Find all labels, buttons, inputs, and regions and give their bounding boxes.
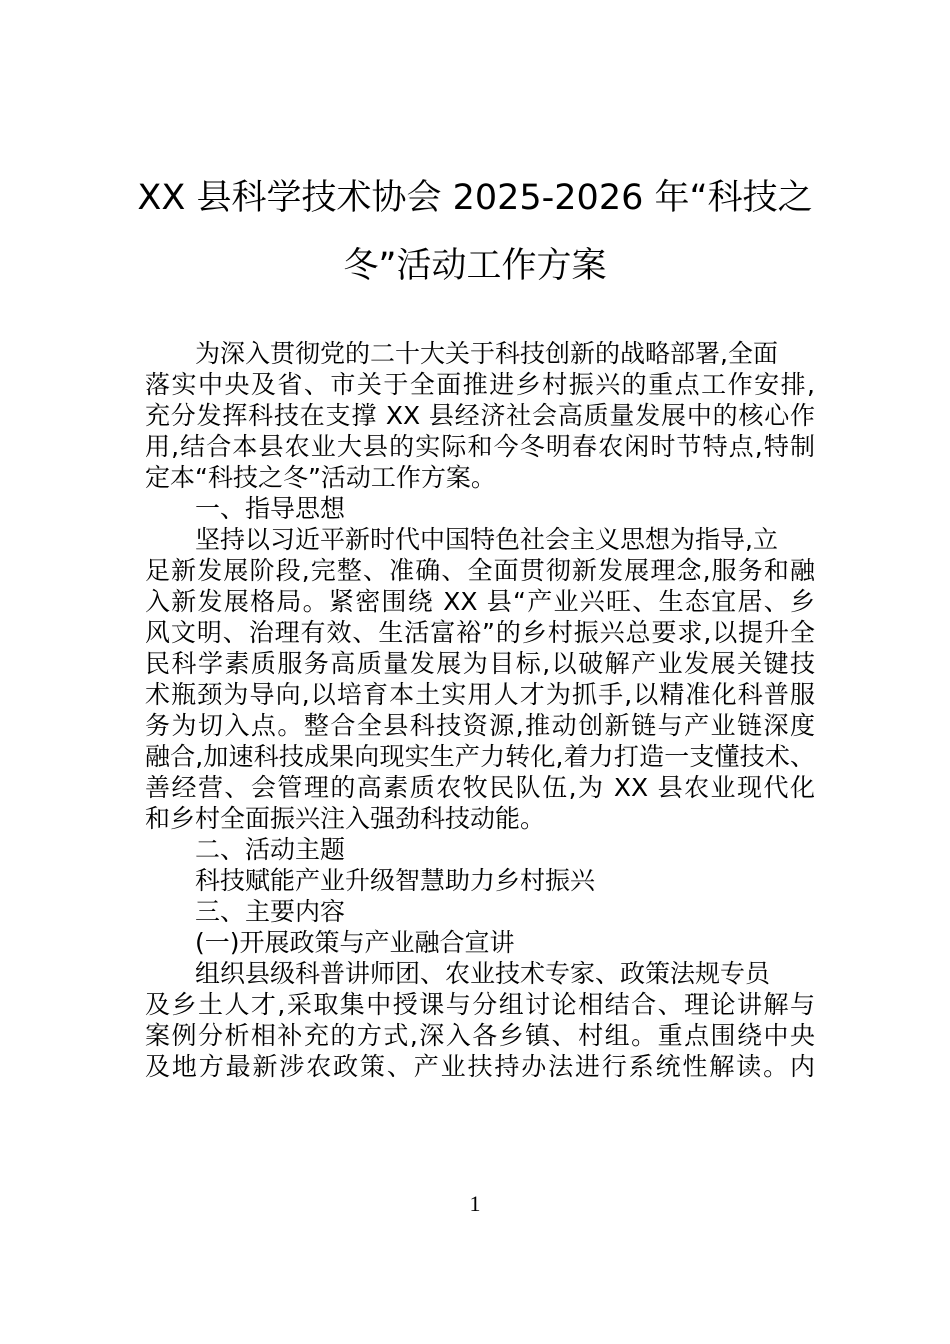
paragraph-line: 术瓶颈为导向,以培育本土实用人才为抓手,以精准化科普服 [145,680,815,709]
paragraph-line: 案例分析相补充的方式,深入各乡镇、村组。重点围绕中央 [145,1021,815,1050]
paragraph-line: 组织县级科普讲师团、农业技术专家、政策法规专员 [195,959,771,988]
paragraph-line: 及乡土人才,采取集中授课与分组讨论相结合、理论讲解与 [145,990,815,1019]
paragraph-line: 融合,加速科技成果向现实生产力转化,着力打造一支懂技术、 [145,742,815,771]
document-title-line-2: 冬”活动工作方案 [343,246,607,286]
paragraph-line: 用,结合本县农业大县的实际和今冬明春农闲时节特点,特制 [145,432,815,461]
paragraph-line: 善经营、会管理的高素质农牧民队伍,为 XX 县农业现代化 [145,773,815,802]
section-heading: 二、活动主题 [195,835,346,864]
paragraph-line: 民科学素质服务高质量发展为目标,以破解产业发展关键技 [145,649,815,678]
paragraph-line: 落实中央及省、市关于全面推进乡村振兴的重点工作安排, [145,370,815,399]
paragraph-line: 为深入贯彻党的二十大关于科技创新的战略部署,全面 [195,339,778,368]
subsection-heading: (一)开展政策与产业融合宣讲 [195,928,515,957]
paragraph-line: 充分发挥科技在支撑 XX 县经济社会高质量发展中的核心作 [145,401,815,430]
paragraph-line: 和乡村全面振兴注入强劲科技动能。 [145,804,546,833]
document-title-line-1: XX 县科学技术协会 2025-2026 年“科技之 [137,178,813,218]
section-heading: 三、主要内容 [195,897,346,926]
paragraph-line: 及地方最新涉农政策、产业扶持办法进行系统性解读。内 [145,1052,815,1081]
paragraph-line: 坚持以习近平新时代中国特色社会主义思想为指导,立 [195,525,778,554]
paragraph-line: 入新发展格局。紧密围绕 XX 县“产业兴旺、生态宜居、乡 [145,587,815,616]
paragraph-line: 风文明、治理有效、生活富裕”的乡村振兴总要求,以提升全 [145,618,815,647]
page-number: 1 [469,1191,481,1216]
paragraph-line: 科技赋能产业升级智慧助力乡村振兴 [195,866,596,895]
section-heading: 一、指导思想 [195,494,346,523]
paragraph-line: 务为切入点。整合全县科技资源,推动创新链与产业链深度 [145,711,815,740]
paragraph-line: 足新发展阶段,完整、准确、全面贯彻新发展理念,服务和融 [145,556,815,585]
paragraph-line: 定本“科技之冬”活动工作方案。 [145,463,496,492]
